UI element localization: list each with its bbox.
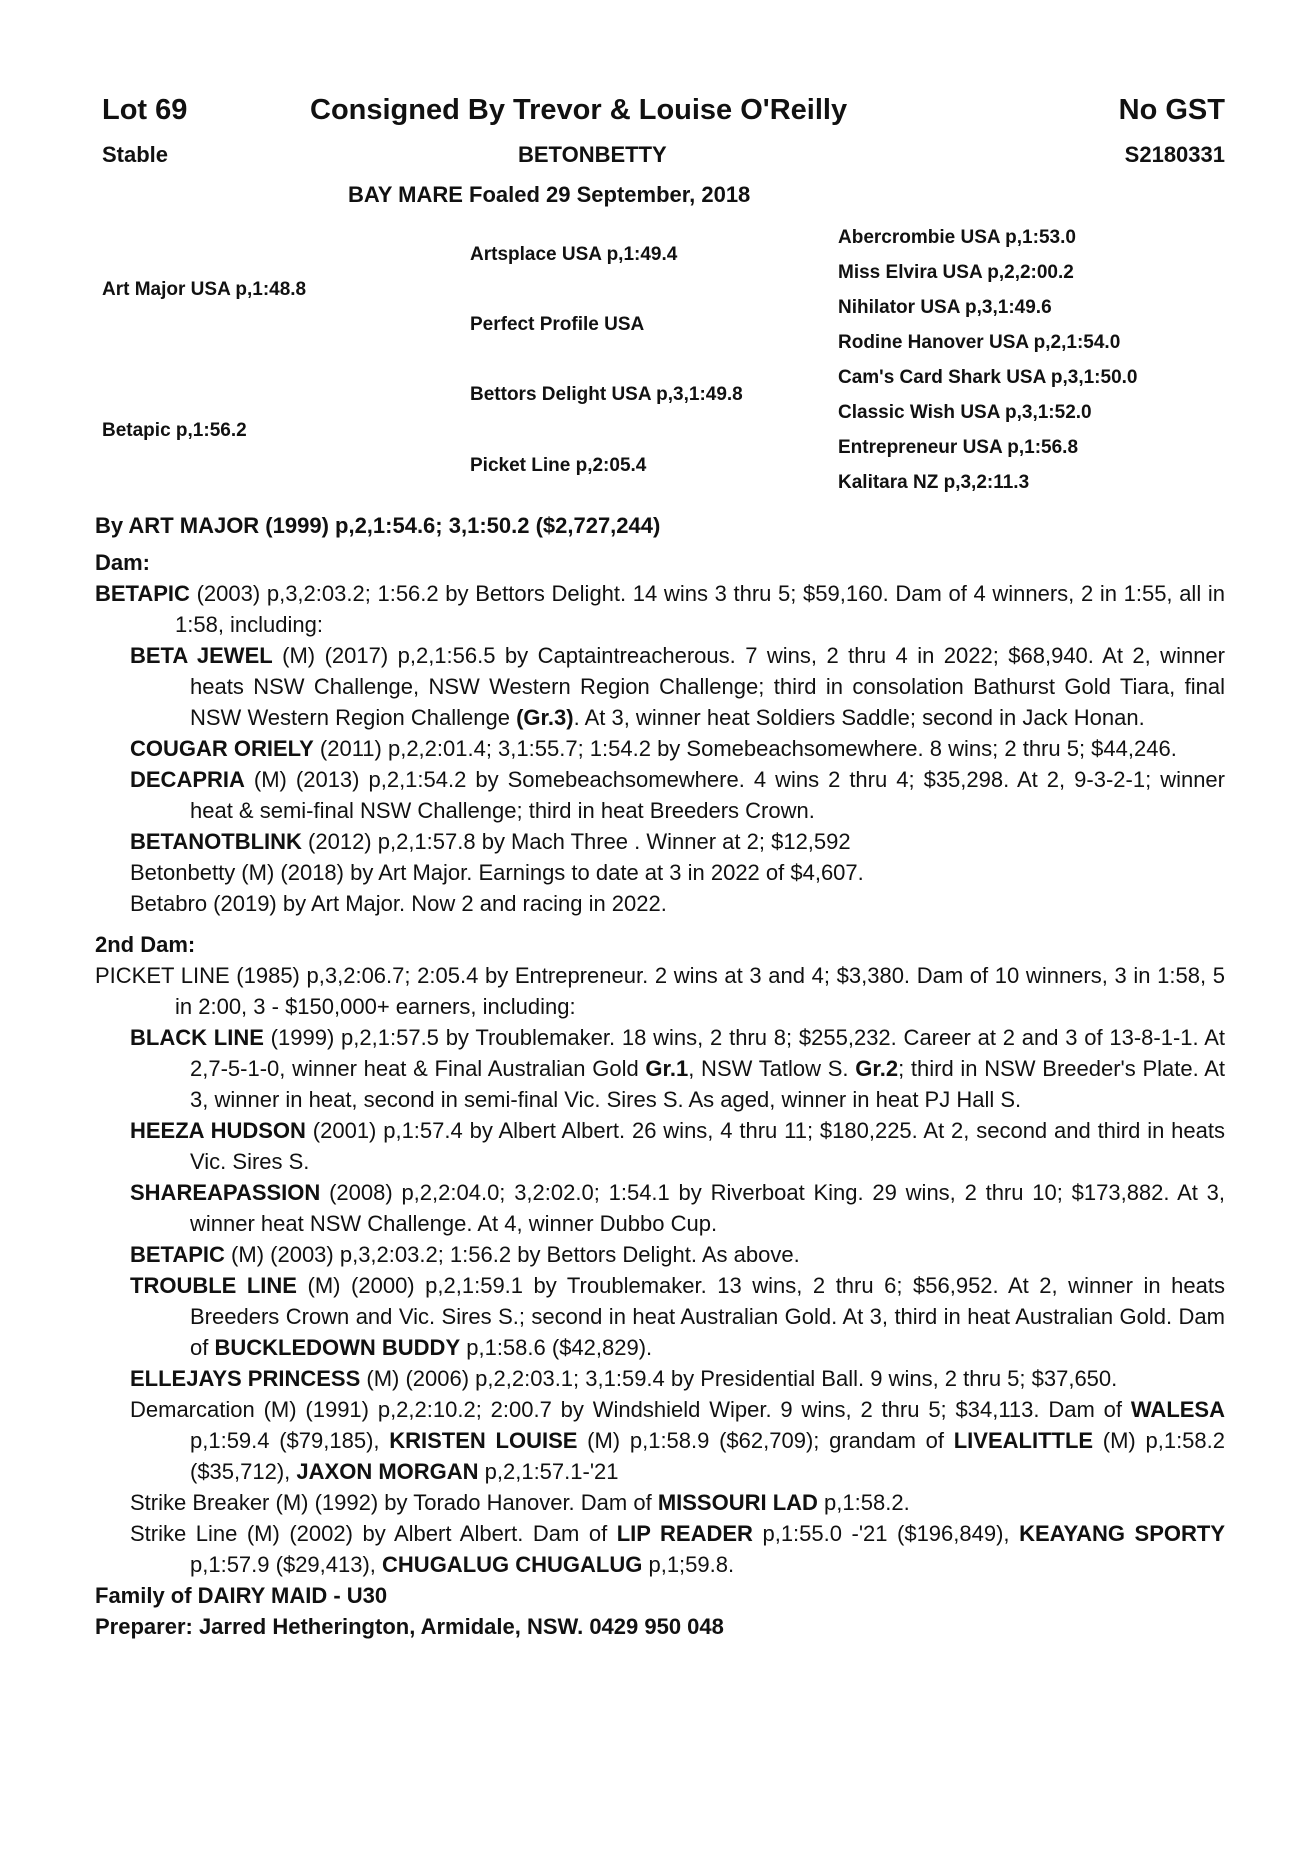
- dam-progeny-3: [95, 764, 1225, 826]
- consignor: Consigned By Trevor & Louise O'Reilly: [310, 94, 848, 126]
- progeny-text: Strike Line (M) (2002) by Albert Albert. Dam of: [130, 1521, 617, 1546]
- progeny-name: BUCKLEDOWN BUDDY: [214, 1335, 461, 1360]
- catalogue-body: [95, 510, 1225, 1642]
- pedigree-g3-8: Kalitara NZ p,3,2:11.3: [838, 472, 1030, 493]
- progeny-text: p,1:57.9 ($29,413),: [190, 1552, 383, 1577]
- progeny-text: p,1:55.0 -'21 ($196,849),: [752, 1521, 1020, 1546]
- progeny-text: ; third in NSW Breeder's Plate. At 3, winner in heat, second in semi-final Vic. Sires S. As aged, winner in heat PJ Hall S.: [190, 1056, 1225, 1112]
- pedigree-g3-3: Nihilator USA p,3,1:49.6: [838, 297, 1052, 318]
- progeny-text: (M) (2006) p,2,2:03.1; 3,1:59.4 by Presidential Ball. 9 wins, 2 thru 5; $37,650.: [360, 1366, 1118, 1391]
- second-dam-progeny-2: [95, 1115, 1225, 1177]
- second-dam-heading: 2nd Dam:: [95, 932, 196, 957]
- dam-progeny-2: [95, 733, 1225, 764]
- pedigree-dam: Betapic p,1:56.2: [102, 420, 247, 441]
- lot-code: S2180331: [1124, 142, 1225, 167]
- second-dam-progeny-4: [95, 1239, 1225, 1270]
- progeny-name: BETANOTBLINK: [130, 829, 302, 854]
- pedigree-g3-5: Cam's Card Shark USA p,3,1:50.0: [838, 367, 1138, 388]
- dam-intro: [95, 578, 1225, 640]
- progeny-text: p,1:58.2.: [817, 1490, 910, 1515]
- second-dam-progeny-3: [95, 1177, 1225, 1239]
- progeny-text: (M) p,1:58.9 ($62,709); grandam of: [577, 1428, 954, 1453]
- progeny-text: (M) (2013) p,2,1:54.2 by Somebeachsomewhere. 4 wins 2 thru 4; $35,298. At 2, 9-3-2-1; winner heat & semi-final NSW Challenge; third in heat Breeders Crown.: [190, 767, 1225, 823]
- progeny-text: , NSW Tatlow S.: [688, 1056, 856, 1081]
- second-dam-intro: PICKET LINE (1985) p,3,2:06.7; 2:05.4 by Entrepreneur. 2 wins at 3 and 4; $3,380. Dam of 10 winners, 3 in 1:58, 5 in 2:00, 3 - $150,000+ earners, including:: [95, 963, 1225, 1019]
- progeny-name: KRISTEN LOUISE: [389, 1428, 578, 1453]
- second-dam-progeny-1: [95, 1022, 1225, 1115]
- sire-line: By ART MAJOR (1999) p,2,1:54.6; 3,1:50.2 ($2,727,244): [95, 513, 661, 538]
- dam-progeny-6: Betabro (2019) by Art Major. Now 2 and racing in 2022.: [130, 891, 667, 916]
- progeny-text: Strike Breaker (M) (1992) by Torado Hanover. Dam of: [130, 1490, 658, 1515]
- preparer-line: Preparer: Jarred Hetherington, Armidale, NSW. 0429 950 048: [95, 1614, 724, 1639]
- dam-progeny-5: Betonbetty (M) (2018) by Art Major. Earnings to date at 3 in 2022 of $4,607.: [130, 860, 864, 885]
- pedigree-sire: Art Major USA p,1:48.8: [102, 279, 307, 300]
- pedigree-g3-4: Rodine Hanover USA p,2,1:54.0: [838, 332, 1121, 353]
- progeny-name: COUGAR ORIELY: [130, 736, 314, 761]
- pedigree-dam-dam: Picket Line p,2:05.4: [470, 455, 647, 476]
- family-line: Family of DAIRY MAID - U30: [95, 1583, 388, 1608]
- group-race: (Gr.3): [516, 705, 574, 730]
- dam-name: BETAPIC: [95, 581, 190, 606]
- group-race: Gr.2: [855, 1056, 899, 1081]
- progeny-text: p,2,1:57.1-'21: [478, 1459, 619, 1484]
- pedigree-g3-1: Abercrombie USA p,1:53.0: [838, 227, 1076, 248]
- progeny-name: LIP READER: [616, 1521, 753, 1546]
- pedigree-dam-sire: Bettors Delight USA p,3,1:49.8: [470, 384, 743, 405]
- progeny-name: MISSOURI LAD: [657, 1490, 818, 1515]
- dam-intro-text: (2003) p,3,2:03.2; 1:56.2 by Bettors Delight. 14 wins 3 thru 5; $59,160. Dam of 4 winners, 2 in 1:55, all in 1:58, including:: [175, 581, 1225, 637]
- second-dam-progeny-7: [95, 1394, 1225, 1487]
- progeny-name: BETAPIC: [130, 1242, 225, 1267]
- progeny-name: SHAREAPASSION: [130, 1180, 321, 1205]
- group-race: Gr.1: [645, 1056, 689, 1081]
- pedigree-sire-dam: Perfect Profile USA: [470, 314, 645, 335]
- second-dam-progeny-5: [95, 1270, 1225, 1363]
- progeny-text: (2011) p,2,2:01.4; 3,1:55.7; 1:54.2 by Somebeachsomewhere. 8 wins; 2 thru 5; $44,246.: [313, 736, 1177, 761]
- progeny-text: (1999) p,2,1:57.5 by Troublemaker. 18 wins, 2 thru 8; $255,232. Career at 2 and 3 of 13-8-1-1. At 2,7-5-1-0, winner heat & Final Australian Gold: [190, 1025, 1225, 1081]
- second-dam-progeny-8: [95, 1487, 1225, 1518]
- progeny-text: . At 3, winner heat Soldiers Saddle; second in Jack Honan.: [573, 705, 1145, 730]
- dam-heading: Dam:: [95, 550, 151, 575]
- progeny-text: p,1:59.4 ($79,185),: [190, 1428, 390, 1453]
- progeny-text: Demarcation (M) (1991) p,2,2:10.2; 2:00.7 by Windshield Wiper. 9 wins, 2 thru 5; $34,113. Dam of: [130, 1397, 1131, 1422]
- progeny-text: (M) (2017) p,2,1:56.5 by Captaintreacherous. 7 wins, 2 thru 4 in 2022; $68,940. At 2, winner heats NSW Challenge, NSW Western Region Challenge; third in consolation Bathurst Gold Tiara, final NSW Western Region Challenge: [190, 643, 1225, 730]
- progeny-text: (M) (2000) p,2,1:59.1 by Troublemaker. 13 wins, 2 thru 6; $56,952. At 2, winner in heats Breeders Crown and Vic. Sires S.; second in heat Australian Gold. At 3, third in heat Australian Gold. Dam of: [190, 1273, 1225, 1360]
- progeny-name: BETA JEWEL: [130, 643, 273, 668]
- lot-number: Lot 69: [102, 94, 188, 126]
- progeny-text: (M) p,1:58.2 ($35,712),: [190, 1428, 1225, 1484]
- progeny-name: CHUGALUG CHUGALUG: [382, 1552, 643, 1577]
- horse-name: BETONBETTY: [518, 142, 667, 167]
- progeny-text: (2008) p,2,2:04.0; 3,2:02.0; 1:54.1 by Riverboat King. 29 wins, 2 thru 10; $173,882. At 3, winner heat NSW Challenge. At 4, winner Dubbo Cup.: [190, 1180, 1225, 1236]
- pedigree-g3-2: Miss Elvira USA p,2,2:00.2: [838, 262, 1074, 283]
- progeny-name: WALESA: [1130, 1397, 1225, 1422]
- progeny-name: HEEZA HUDSON: [130, 1118, 306, 1143]
- second-dam-progeny-9: [95, 1518, 1225, 1580]
- dam-progeny-4: [95, 826, 1225, 857]
- progeny-name: ELLEJAYS PRINCESS: [130, 1366, 361, 1391]
- progeny-name: LIVEALITTLE: [953, 1428, 1094, 1453]
- progeny-name: DECAPRIA: [130, 767, 245, 792]
- progeny-text: p,1:58.6 ($42,829).: [460, 1335, 653, 1360]
- second-dam-progeny-6: [95, 1363, 1225, 1394]
- progeny-text: p,1;59.8.: [642, 1552, 735, 1577]
- progeny-name: TROUBLE LINE: [130, 1273, 297, 1298]
- pedigree-sire-sire: Artsplace USA p,1:49.4: [470, 244, 678, 265]
- progeny-text: (2012) p,2,1:57.8 by Mach Three . Winner at 2; $12,592: [301, 829, 851, 854]
- pedigree-g3-7: Entrepreneur USA p,1:56.8: [838, 437, 1079, 458]
- gst-status: No GST: [1118, 94, 1225, 126]
- progeny-name: KEAYANG SPORTY: [1019, 1521, 1226, 1546]
- progeny-name: BLACK LINE: [130, 1025, 264, 1050]
- progeny-text: (2001) p,1:57.4 by Albert Albert. 26 wins, 4 thru 11; $180,225. At 2, second and third in heats Vic. Sires S.: [190, 1118, 1225, 1174]
- stable-label: Stable: [102, 142, 169, 167]
- pedigree-g3-6: Classic Wish USA p,3,1:52.0: [838, 402, 1092, 423]
- progeny-name: JAXON MORGAN: [296, 1459, 479, 1484]
- horse-description: BAY MARE Foaled 29 September, 2018: [348, 182, 751, 207]
- dam-progeny-1: [95, 640, 1225, 733]
- progeny-text: (M) (2003) p,3,2:03.2; 1:56.2 by Bettors Delight. As above.: [224, 1242, 800, 1267]
